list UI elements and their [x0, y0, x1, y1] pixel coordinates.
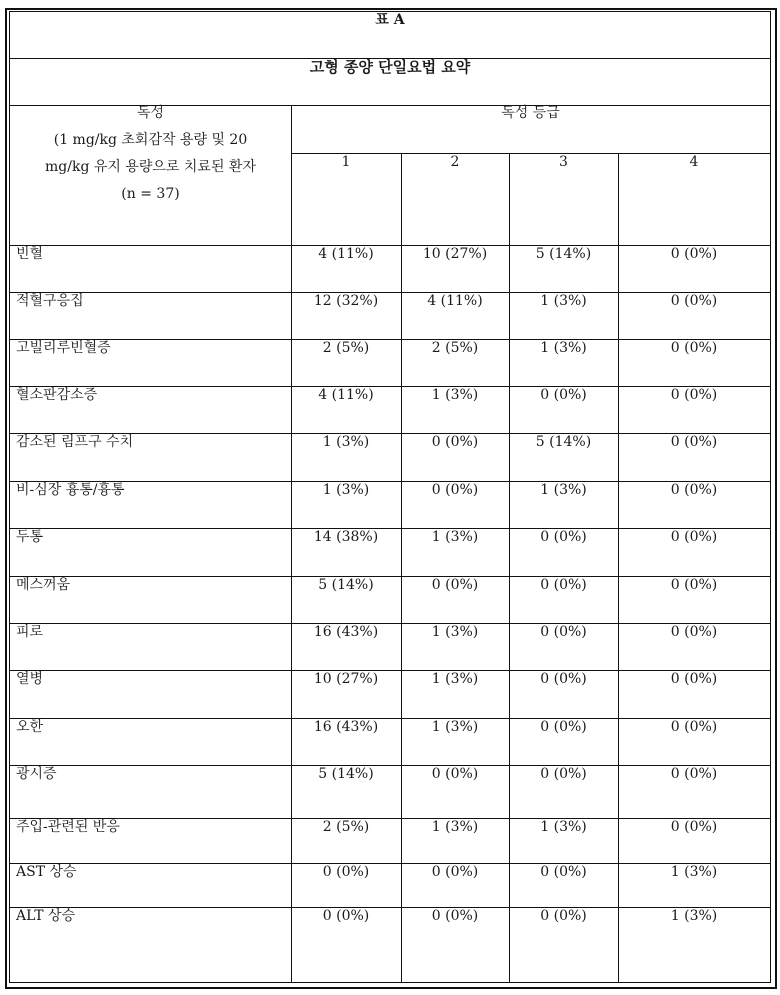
grade-4-value: 0 (0%) [670, 529, 718, 545]
row-label: 적혈구응집 [16, 293, 84, 309]
row-label: 혈소판감소증 [16, 387, 98, 403]
grade-4-value: 0 (0%) [670, 387, 718, 403]
grade-2-header: 2 [450, 154, 460, 170]
row-label: 메스꺼움 [16, 577, 71, 593]
grade-3-value: 0 (0%) [540, 529, 587, 545]
row-label: 광시증 [16, 766, 57, 782]
grade-3-value: 0 (0%) [540, 624, 587, 640]
grade-3-header: 3 [559, 154, 568, 170]
column-divider [401, 153, 402, 982]
grade-4-value: 1 (3%) [670, 908, 718, 924]
grade-1-value: 16 (43%) [313, 719, 379, 735]
row-label: 고빌리루빈혈증 [16, 340, 111, 356]
grade-2-value: 10 (27%) [422, 246, 488, 262]
row-label: 주입-관련된 반응 [16, 819, 120, 835]
grade-1-value: 1 (3%) [322, 482, 370, 498]
grade-3-value: 0 (0%) [540, 671, 587, 687]
grade-3-value: 5 (14%) [535, 246, 592, 262]
table-title: 고형 종양 단일요법 요약 [309, 58, 471, 76]
grade-2-value: 0 (0%) [431, 434, 479, 450]
grade-1-value: 0 (0%) [322, 908, 370, 924]
grade-1-value: 5 (14%) [318, 766, 374, 782]
grade-2-value: 1 (3%) [431, 624, 479, 640]
grade-4-value: 0 (0%) [670, 819, 718, 835]
grade-2-value: 2 (5%) [431, 340, 479, 356]
grade-1-value: 16 (43%) [313, 624, 379, 640]
grade-1-header: 1 [341, 154, 351, 170]
grade-3-value: 0 (0%) [540, 864, 587, 880]
grade-3-value: 1 (3%) [540, 340, 587, 356]
row-label: 오한 [16, 719, 44, 735]
toxicity-header-line4: (n = 37) [121, 186, 180, 202]
grade-4-value: 0 (0%) [670, 766, 718, 782]
grade-4-value: 0 (0%) [670, 293, 718, 309]
grade-3-value: 1 (3%) [540, 819, 587, 835]
row-label: 빈혈 [16, 246, 44, 262]
grade-4-value: 0 (0%) [670, 246, 718, 262]
grade-2-value: 1 (3%) [431, 819, 479, 835]
grade-2-value: 1 (3%) [431, 671, 479, 687]
grade-1-value: 12 (32%) [313, 293, 379, 309]
grade-4-value: 0 (0%) [670, 482, 718, 498]
grade-1-value: 4 (11%) [318, 246, 374, 262]
grade-1-value: 2 (5%) [322, 340, 370, 356]
grade-3-value: 5 (14%) [535, 434, 592, 450]
grade-4-value: 0 (0%) [670, 719, 718, 735]
grade-4-value: 0 (0%) [670, 577, 718, 593]
grade-3-value: 0 (0%) [540, 908, 587, 924]
grade-2-value: 0 (0%) [431, 482, 479, 498]
toxicity-header [10, 100, 291, 208]
row-label: 피로 [16, 624, 44, 640]
toxicity-header-line3: mg/kg 유지 용량으로 치료된 환자 [45, 159, 256, 175]
grade-4-value: 0 (0%) [670, 340, 718, 356]
grade-1-value: 2 (5%) [322, 819, 370, 835]
grade-3-value: 0 (0%) [540, 719, 587, 735]
grade-2-value: 0 (0%) [431, 864, 479, 880]
row-label: 비-심장 흉통/흉통 [16, 482, 125, 498]
row-label: ALT 상승 [16, 908, 76, 924]
grade-4-header: 4 [689, 154, 699, 170]
grade-4-value: 1 (3%) [670, 864, 718, 880]
grade-2-value: 1 (3%) [431, 387, 479, 403]
grade-1-value: 14 (38%) [313, 529, 379, 545]
toxicity-header-line1: 독성 [136, 105, 165, 121]
grade-2-value: 0 (0%) [431, 908, 479, 924]
grade-1-value: 10 (27%) [313, 671, 379, 687]
row-label: 두통 [16, 529, 44, 545]
grade-1-value: 5 (14%) [318, 577, 374, 593]
grade-4-value: 0 (0%) [670, 671, 718, 687]
column-divider [509, 153, 510, 982]
row-label: 열병 [16, 671, 44, 687]
row-label: AST 상승 [16, 864, 77, 880]
grade-3-value: 1 (3%) [540, 482, 587, 498]
grade-1-value: 1 (3%) [322, 434, 370, 450]
grade-2-value: 0 (0%) [431, 766, 479, 782]
grade-2-value: 1 (3%) [431, 719, 479, 735]
grade-1-value: 4 (11%) [318, 387, 374, 403]
grade-group-header: 독성 등급 [501, 105, 560, 121]
grade-3-value: 1 (3%) [540, 293, 587, 309]
column-divider [618, 153, 619, 982]
grade-2-value: 4 (11%) [427, 293, 483, 309]
grade-3-value: 0 (0%) [540, 577, 587, 593]
grade-4-value: 0 (0%) [670, 434, 718, 450]
table-label: 표 A [375, 12, 405, 28]
grade-2-value: 1 (3%) [431, 529, 479, 545]
grade-2-value: 0 (0%) [431, 577, 479, 593]
grade-1-value: 0 (0%) [322, 864, 370, 880]
grade-3-value: 0 (0%) [540, 766, 587, 782]
grade-3-value: 0 (0%) [540, 387, 587, 403]
row-label: 감소된 림프구 수치 [16, 434, 134, 450]
grade-4-value: 0 (0%) [670, 624, 718, 640]
toxicity-header-line2: (1 mg/kg 초회감작 용량 및 20 [53, 132, 248, 148]
